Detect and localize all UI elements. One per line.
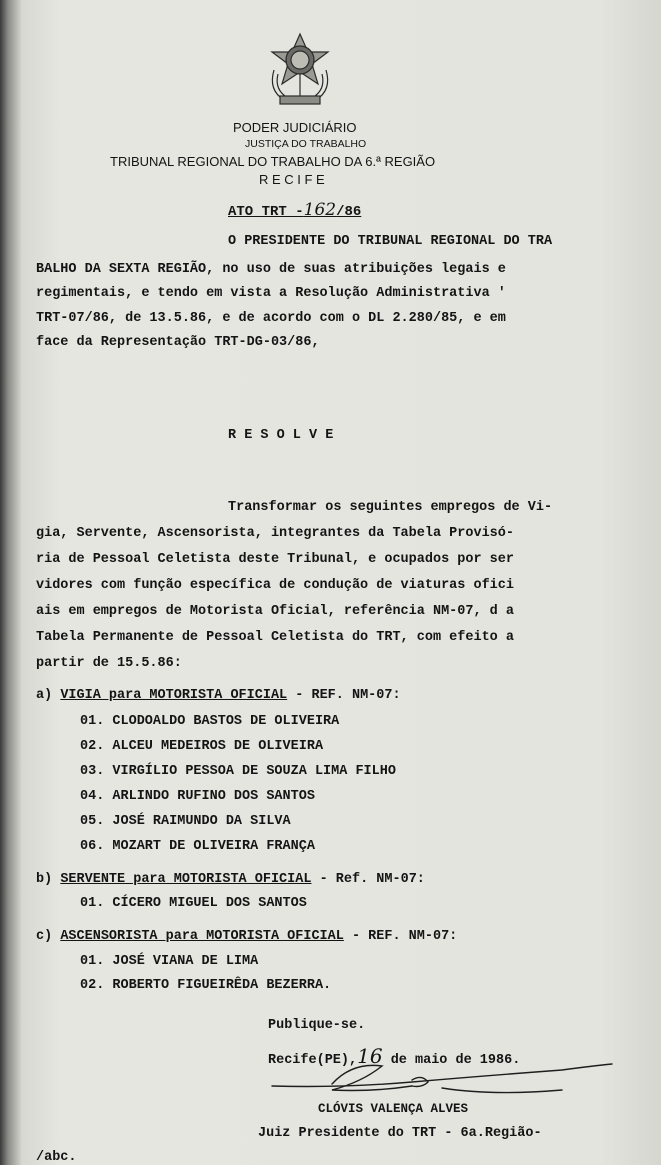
signatory-name: CLÓVIS VALENÇA ALVES <box>318 1102 469 1116</box>
section-ref: - REF. NM-07: <box>351 929 458 944</box>
preamble-line: regimentais, e tendo em vista a Resolução Administrativa ' <box>36 286 506 301</box>
section-ref: - REF. NM-07: <box>295 688 401 703</box>
list-item: 05. JOSÉ RAIMUNDO DA SILVA <box>80 814 291 829</box>
section-b-heading <box>36 872 425 887</box>
body-line: ria de Pessoal Celetista deste Tribunal, e ocupados por ser <box>36 552 514 567</box>
body-line: vidores com função específica de condução de viaturas ofici <box>36 578 514 593</box>
header-line-1: PODER JUDICIÁRIO <box>233 120 357 135</box>
body-line: Transformar os seguintes empregos de Vi- <box>228 500 553 515</box>
act-title <box>228 200 361 220</box>
act-title-prefix: ATO TRT - <box>228 204 304 220</box>
section-a-heading <box>36 688 401 703</box>
section-letter: c) <box>36 929 53 944</box>
section-title: VIGIA para MOTORISTA OFICIAL <box>60 688 288 703</box>
section-title: SERVENTE para MOTORISTA OFICIAL <box>60 872 312 887</box>
section-title: ASCENSORISTA para MOTORISTA OFICIAL <box>60 929 344 944</box>
list-item: 04. ARLINDO RUFINO DOS SANTOS <box>80 789 315 804</box>
act-title-suffix: /86 <box>336 204 362 220</box>
section-c-heading <box>36 929 457 944</box>
date-day: 16 <box>357 1044 383 1068</box>
list-item: 03. VIRGÍLIO PESSOA DE SOUZA LIMA FILHO <box>80 764 396 779</box>
list-item: 06. MOZART DE OLIVEIRA FRANÇA <box>80 839 315 854</box>
coat-of-arms-icon <box>264 30 336 112</box>
resolve-heading: R E S O L V E <box>228 428 334 443</box>
body-line: gia, Servente, Ascensorista, integrantes da Tabela Provisó- <box>36 526 514 541</box>
preamble-line: O PRESIDENTE DO TRIBUNAL REGIONAL DO TRA <box>228 234 553 249</box>
list-item: 01. CÍCERO MIGUEL DOS SANTOS <box>80 896 307 911</box>
preamble-line: BALHO DA SEXTA REGIÃO, no uso de suas atribuições legais e <box>36 262 506 277</box>
header-line-3: TRIBUNAL REGIONAL DO TRABALHO DA 6.ª REGIÃO <box>110 154 436 169</box>
body-line: Tabela Permanente de Pessoal Celetista do TRT, com efeito a <box>36 630 514 645</box>
signatory-role: Juiz Presidente do TRT - 6a.Região- <box>258 1126 542 1141</box>
body-line: ais em empregos de Motorista Oficial, referência NM-07, d a <box>36 604 514 619</box>
section-letter: b) <box>36 872 53 887</box>
section-letter: a) <box>36 688 53 703</box>
preamble-line: TRT-07/86, de 13.5.86, e de acordo com o DL 2.280/85, e em <box>36 311 506 326</box>
publish-line: Publique-se. <box>268 1018 366 1033</box>
list-item: 02. ROBERTO FIGUEIRÊDA BEZERRA. <box>80 978 332 993</box>
typist-initials: /abc. <box>36 1150 77 1165</box>
preamble-line: face da Representação TRT-DG-03/86, <box>36 335 320 350</box>
date-prefix: Recife(PE), <box>268 1053 358 1068</box>
header-line-2: JUSTIÇA DO TRABALHO <box>245 138 367 150</box>
list-item: 01. JOSÉ VIANA DE LIMA <box>80 954 259 969</box>
section-ref: - Ref. NM-07: <box>319 872 425 887</box>
act-number: 162 <box>303 200 337 220</box>
date-suffix: de maio de 1986. <box>390 1053 521 1068</box>
header-line-4: R E C I F E <box>259 172 325 187</box>
body-line: partir de 15.5.86: <box>36 656 182 671</box>
list-item: 01. CLODOALDO BASTOS DE OLIVEIRA <box>80 714 340 729</box>
list-item: 02. ALCEU MEDEIROS DE OLIVEIRA <box>80 739 324 754</box>
